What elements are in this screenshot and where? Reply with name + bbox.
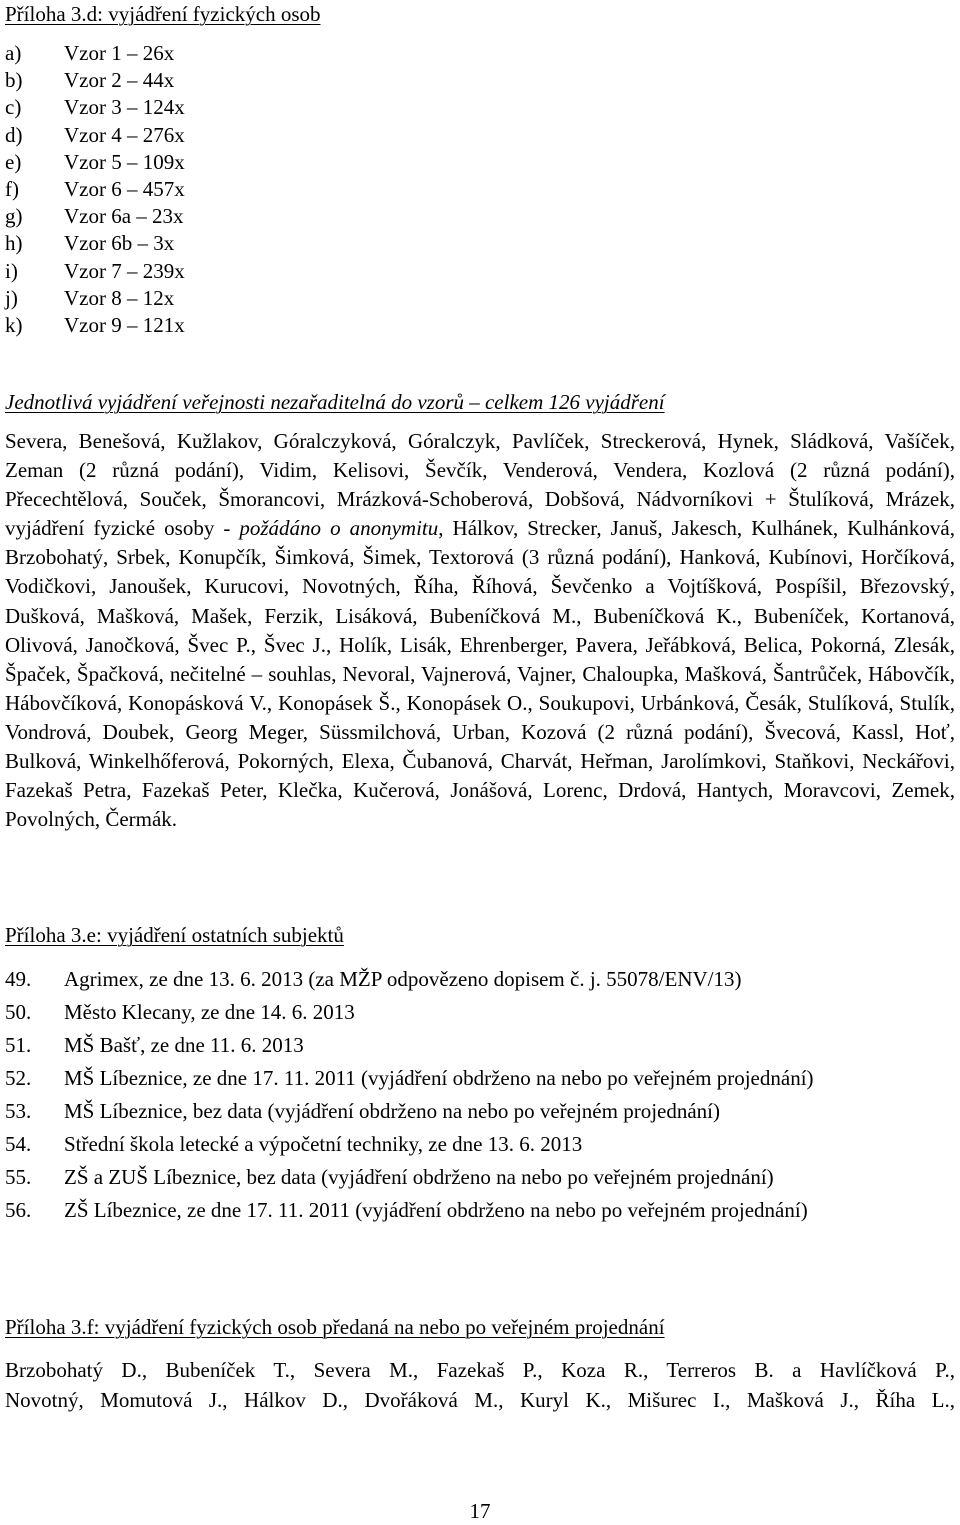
vzor-text: Vzor 5 – 109x — [64, 149, 185, 174]
list-item — [5, 1129, 955, 1160]
list-item — [5, 1063, 955, 1094]
vzor-text: Vzor 2 – 44x — [64, 68, 175, 93]
list-item-text: MŠ Líbeznice, ze dne 17. 11. 2011 (vyjádření obdrženo na nebo po veřejném projednání) — [64, 1066, 814, 1090]
vzor-text: Vzor 4 – 276x — [64, 122, 185, 147]
vzor-letter: e) — [5, 149, 22, 174]
list-item-text: Město Klecany, ze dne 14. 6. 2013 — [64, 1000, 355, 1024]
list-item-number: 50. — [5, 1000, 32, 1024]
vzor-item — [5, 122, 405, 149]
list-item-number: 52. — [5, 1066, 32, 1090]
vzor-text: Vzor 6a – 23x — [64, 204, 184, 229]
section-d-heading: Příloha 3.d: vyjádření fyzických osob — [5, 2, 321, 26]
vzor-text: Vzor 3 – 124x — [64, 95, 185, 120]
vzor-letter: k) — [5, 312, 23, 337]
list-item-number: 56. — [5, 1198, 32, 1222]
vzor-text: Vzor 9 – 121x — [64, 312, 185, 337]
vzor-letter: d) — [5, 122, 23, 147]
list-item-text: MŠ Bašť, ze dne 11. 6. 2013 — [64, 1033, 304, 1057]
vzor-letter: f) — [5, 176, 19, 201]
vzor-letter: h) — [5, 231, 23, 256]
list-item-number: 53. — [5, 1099, 32, 1123]
names-text-part1: Severa, Benešová, Kužlakov, Góralczyková, Góralczyk, Pavlíček, Streckerová, Hynek, Sládková, Vašíček, Zeman (2 různá podání), Vidim, Kelisovi, Ševčík, Venderová, Vendera, Kozlová (2 různá podání), Přecechtělová, Souček, Šmorancovi, Mrázková-Schoberová, Dobšová, Nádvorníkovi + Štulíková, Mrázek, vyjádření fyzické osoby - — [5, 429, 955, 541]
list-item-number: 49. — [5, 967, 32, 991]
public-hearing-names — [5, 1355, 955, 1415]
list-item-text: ZŠ a ZUŠ Líbeznice, bez data (vyjádření obdrženo na nebo po veřejném projednání) — [64, 1165, 774, 1189]
vzor-letter: b) — [5, 68, 23, 93]
list-item-text: MŠ Líbeznice, bez data (vyjádření obdrženo na nebo po veřejném projednání) — [64, 1099, 720, 1123]
names-anonymity-note: požádáno o anonymitu — [239, 516, 439, 541]
vzor-letter: c) — [5, 95, 22, 120]
public-hearing-names-line: Novotný, Momutová J., Hálkov D., Dvořáková M., Kuryl K., Mišurec I., Mašková J., Říha L., — [5, 1388, 955, 1412]
individual-names-paragraph — [5, 427, 955, 834]
vzor-item — [5, 312, 405, 339]
list-item-text: ZŠ Líbeznice, ze dne 17. 11. 2011 (vyjádření obdrženo na nebo po veřejném projednání) — [64, 1198, 808, 1222]
page-number: 17 — [469, 1499, 491, 1523]
vzor-text: Vzor 8 – 12x — [64, 285, 175, 310]
vzor-text: Vzor 7 – 239x — [64, 258, 185, 283]
list-item-number: 51. — [5, 1033, 32, 1057]
section-e-heading: Příloha 3.e: vyjádření ostatních subjektů — [5, 923, 344, 947]
list-item-text: Střední škola letecké a výpočetní techniky, ze dne 13. 6. 2013 — [64, 1132, 583, 1156]
vzor-text: Vzor 6b – 3x — [64, 231, 175, 256]
vzor-text: Vzor 1 – 26x — [64, 41, 175, 65]
vzor-letter: j) — [5, 285, 18, 310]
vzor-item — [5, 40, 405, 67]
vzor-letter: i) — [5, 258, 18, 283]
vzor-item — [5, 258, 405, 285]
other-subjects-list — [5, 964, 955, 1228]
vzor-item — [5, 149, 405, 176]
vzor-item — [5, 203, 405, 230]
list-item — [5, 997, 955, 1028]
vzor-item — [5, 176, 405, 203]
vzor-letter: g) — [5, 204, 23, 229]
list-item-number: 54. — [5, 1132, 32, 1156]
individual-statements-heading: Jednotlivá vyjádření veřejnosti nezařaditelná do vzorů – celkem 126 vyjádření — [5, 390, 665, 414]
vzor-item — [5, 67, 405, 94]
vzor-letter: a) — [5, 41, 22, 65]
list-item-text: Agrimex, ze dne 13. 6. 2013 (za MŽP odpovězeno dopisem č. j. 55078/ENV/13) — [64, 967, 742, 991]
list-item — [5, 1195, 955, 1226]
vzor-item — [5, 230, 405, 257]
list-item — [5, 1096, 955, 1127]
names-text-part2: , Hálkov, Strecker, Januš, Jakesch, Kulhánek, Kulhánková, Brzobohatý, Srbek, Konupčík, Šimková, Šimek, Textorová (3 různá podání), Hanková, Kubínovi, Horčíková, Vodičkovi, Janoušek, Kurucovi, Novotných, Říha, Říhová, Ševčenko a Vojtíšková, Pospíšil, Březovský, Dušková, Mašková, Mašek, Ferzik, Lisáková, Bubeníčková M., Bubeníčková K., Bubeníček, Kortanová, Olivová, Janočková, Švec P., Švec J., Holík, Lisák, Ehrenberger, Pavera, Jeřábková, Belica, Pokorná, Zlesák, Špaček, Špačková, nečitelné – souhlas, Nevoral, Vajnerová, Vajner, Chaloupka, Mašková, Šantrůček, Hábovčík, Hábovčíková, Konopásková V., Konopásek Š., Konopásek O., Soukupovi, Urbánková, Česák, Stulíková, Stulík, Vondrová, Doubek, Georg Meger, Süssmilchová, Urban, Kozová (2 různá podání), Švecová, Kassl, Hoť, Bulková, Winkelhőferová, Pokorných, Elexa, Čubanová, Charvát, Heřman, Jarolímkovi, Staňkovi, Neckářovi, Fazekaš Petra, Fazekaš Peter, Klečka, Kučerová, Jonášová, Lorenc, Drdová, Hantych, Moravcovi, Zemek, Povolných, Čermák. — [5, 516, 956, 832]
vzor-text: Vzor 6 – 457x — [64, 176, 185, 201]
list-item — [5, 1030, 955, 1061]
vzor-item — [5, 94, 405, 121]
vzor-list — [5, 40, 405, 339]
public-hearing-names-line: Brzobohatý D., Bubeníček T., Severa M., Fazekaš P., Koza R., Terreros B. a Havlíčková P., — [5, 1358, 955, 1382]
list-item — [5, 964, 955, 995]
vzor-item — [5, 285, 405, 312]
list-item — [5, 1162, 955, 1193]
section-f-heading: Příloha 3.f: vyjádření fyzických osob předaná na nebo po veřejném projednání — [5, 1315, 665, 1339]
list-item-number: 55. — [5, 1165, 32, 1189]
